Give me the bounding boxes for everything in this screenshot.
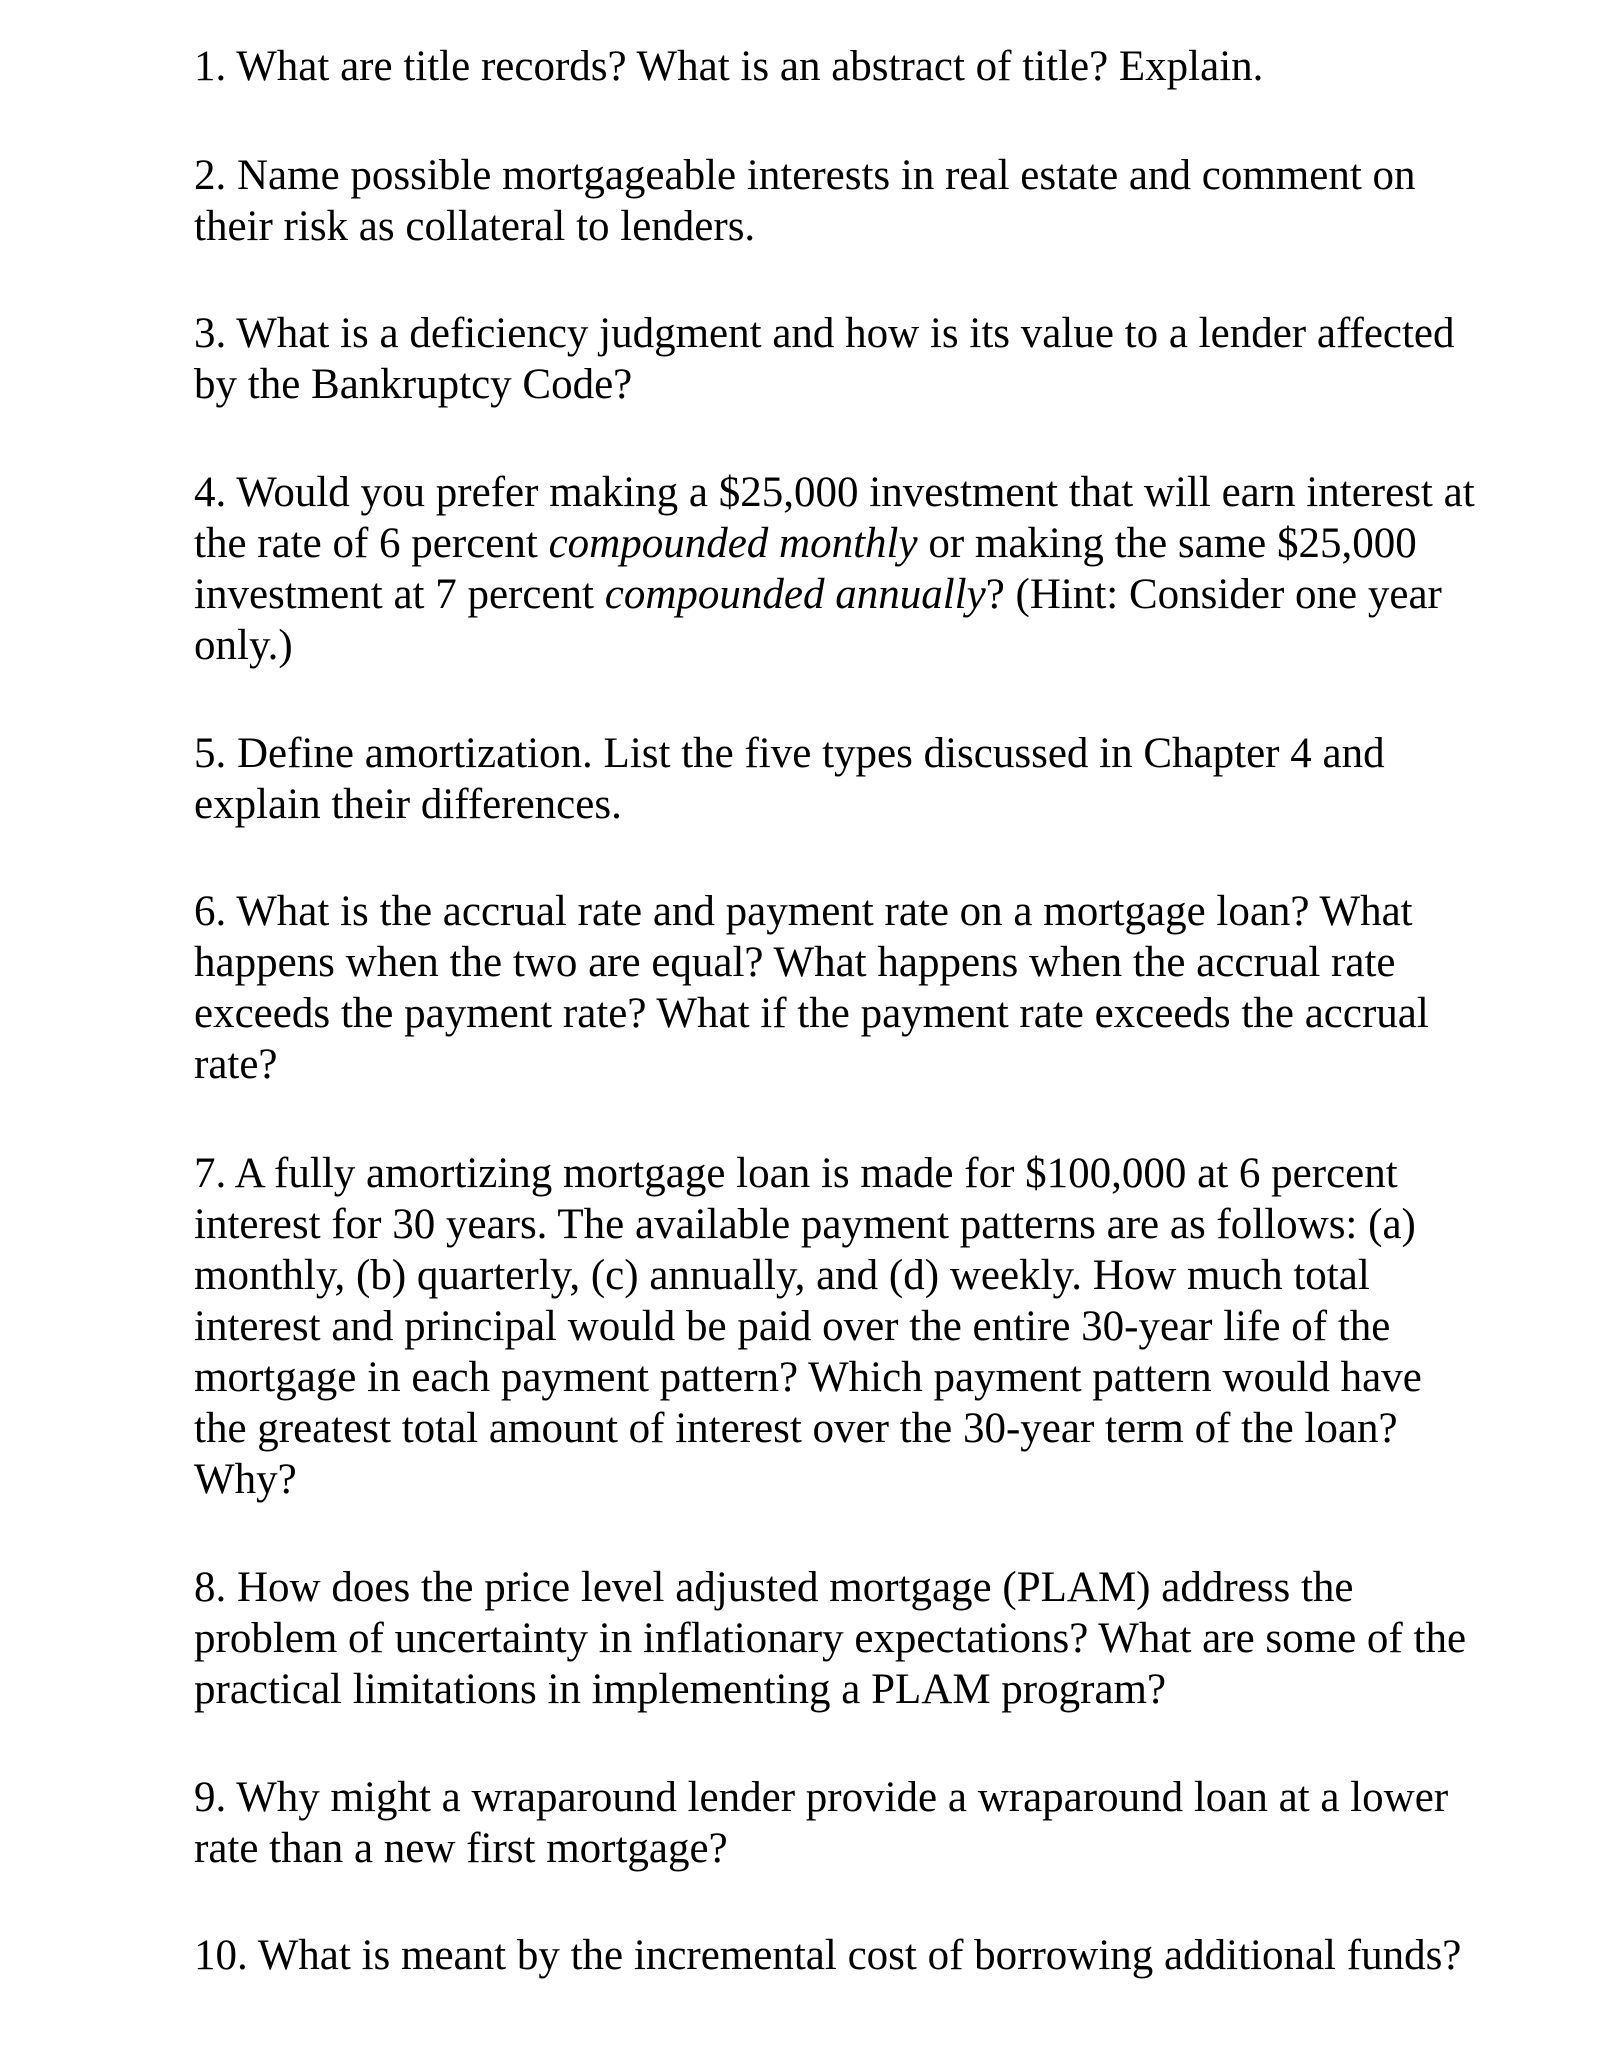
question-9: 9. Why might a wraparound lender provide a wraparound loan at a lower rate than a new first mortgage?	[194, 1774, 1449, 1872]
question-4-emphasis-annually: compounded annually	[604, 571, 986, 618]
question-5: 5. Define amortization. List the five types discussed in Chapter 4 and explain their differences.	[194, 730, 1385, 828]
question-7: 7. A fully amortizing mortgage loan is made for $100,000 at 6 percent interest for 30 years. The available payment patterns are as follows: (a) monthly, (b) quarterly, (c) annually, and (d) weekly. How much total interest and principal would be paid over the entire 30-year life of the mortgage in each payment pattern? Which payment pattern would have the greatest total amount of interest over the 30-year term of the loan? Why?	[194, 1150, 1422, 1503]
question-4	[194, 467, 1484, 671]
question-1: 1. What are title records? What is an abstract of title? Explain.	[194, 43, 1264, 90]
question-4-emphasis-monthly: compounded monthly	[548, 520, 918, 567]
question-4-text-a: 4. Would you prefer making a $25,000 investment that will earn interest at the rate of 6 percent	[194, 469, 1475, 567]
question-10: 10. What is meant by the incremental cost of borrowing additional funds?	[194, 1932, 1462, 1979]
question-4-text-c: ? (Hint: Consider one year only.)	[194, 571, 1442, 669]
question-4-text-b: or making the same $25,000 investment at 7 percent	[194, 520, 1417, 618]
question-3: 3. What is a deficiency judgment and how is its value to a lender affected by the Bankruptcy Code?	[194, 310, 1455, 408]
question-6: 6. What is the accrual rate and payment rate on a mortgage loan? What happens when the two are equal? What happens when the accrual rate exceeds the payment rate? What if the payment rate exceeds the accrual rate?	[194, 888, 1429, 1088]
question-8: 8. How does the price level adjusted mortgage (PLAM) address the problem of uncertainty in inflationary expectations? What are some of the practical limitations in implementing a PLAM program?	[194, 1564, 1467, 1713]
question-2: 2. Name possible mortgageable interests in real estate and comment on their risk as collateral to lenders.	[194, 152, 1416, 250]
